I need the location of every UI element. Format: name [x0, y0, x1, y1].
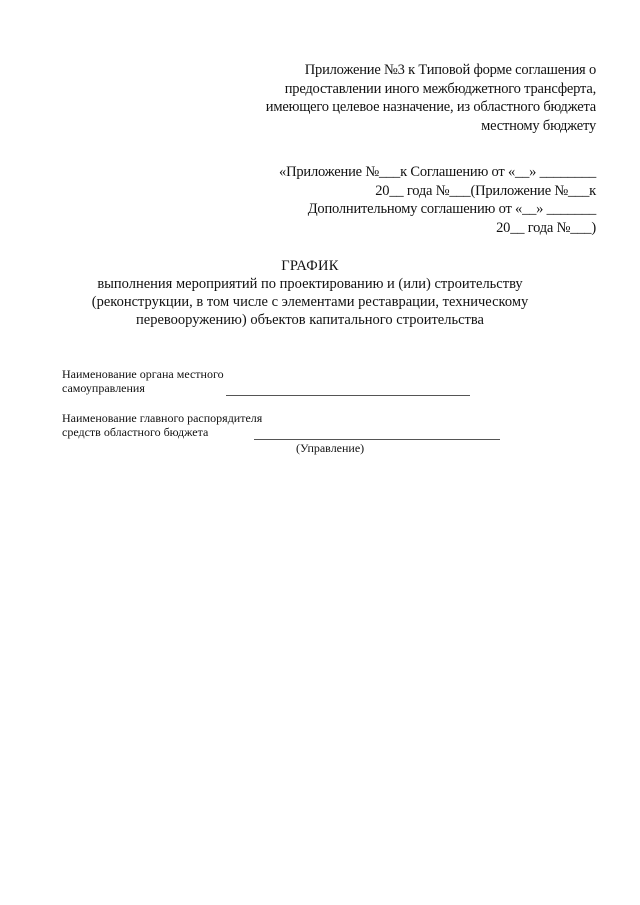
department-caption: (Управление) — [296, 441, 365, 455]
chief-administrator-label: Наименование главного распорядителя — [62, 411, 263, 425]
local-authority-label: Наименование органа местного — [62, 367, 224, 381]
chief-administrator-field — [62, 411, 522, 439]
local-authority-input-line[interactable] — [226, 395, 470, 396]
appendix-header-line: предоставлении иного межбюджетного трансферта, — [284, 80, 596, 97]
appendix-reference — [176, 163, 596, 237]
appendix-reference-line: «Приложение №___к Соглашению от «__» ________ — [279, 164, 596, 180]
chief-administrator-label: средств областного бюджета — [62, 425, 209, 439]
schedule-title: ГРАФИК — [281, 258, 339, 274]
schedule-subtitle-line: перевооружению) объектов капитального строительства — [136, 312, 484, 328]
appendix-header-line: местному бюджету — [481, 117, 596, 134]
appendix-reference-line: 20__ года №___) — [496, 219, 596, 236]
local-authority-label: самоуправления — [62, 381, 145, 395]
appendix-reference-line: Дополнительному соглашению от «__» _______ — [307, 201, 596, 217]
appendix-header — [176, 61, 596, 135]
local-authority-field — [62, 367, 492, 395]
appendix-header-line: Приложение №3 к Типовой форме соглашения о — [304, 62, 596, 78]
appendix-reference-line: 20__ года №___(Приложение №___к — [375, 182, 596, 199]
appendix-header-line: имеющего целевое назначение, из областного бюджета — [265, 99, 596, 115]
schedule-subtitle-line: выполнения мероприятий по проектированию и (или) строительству — [97, 276, 523, 292]
chief-administrator-input-line[interactable] — [254, 439, 500, 440]
schedule-subtitle-line: (реконструкции, в том числе с элементами реставрации, техническому — [91, 294, 529, 310]
schedule-heading — [40, 257, 580, 329]
